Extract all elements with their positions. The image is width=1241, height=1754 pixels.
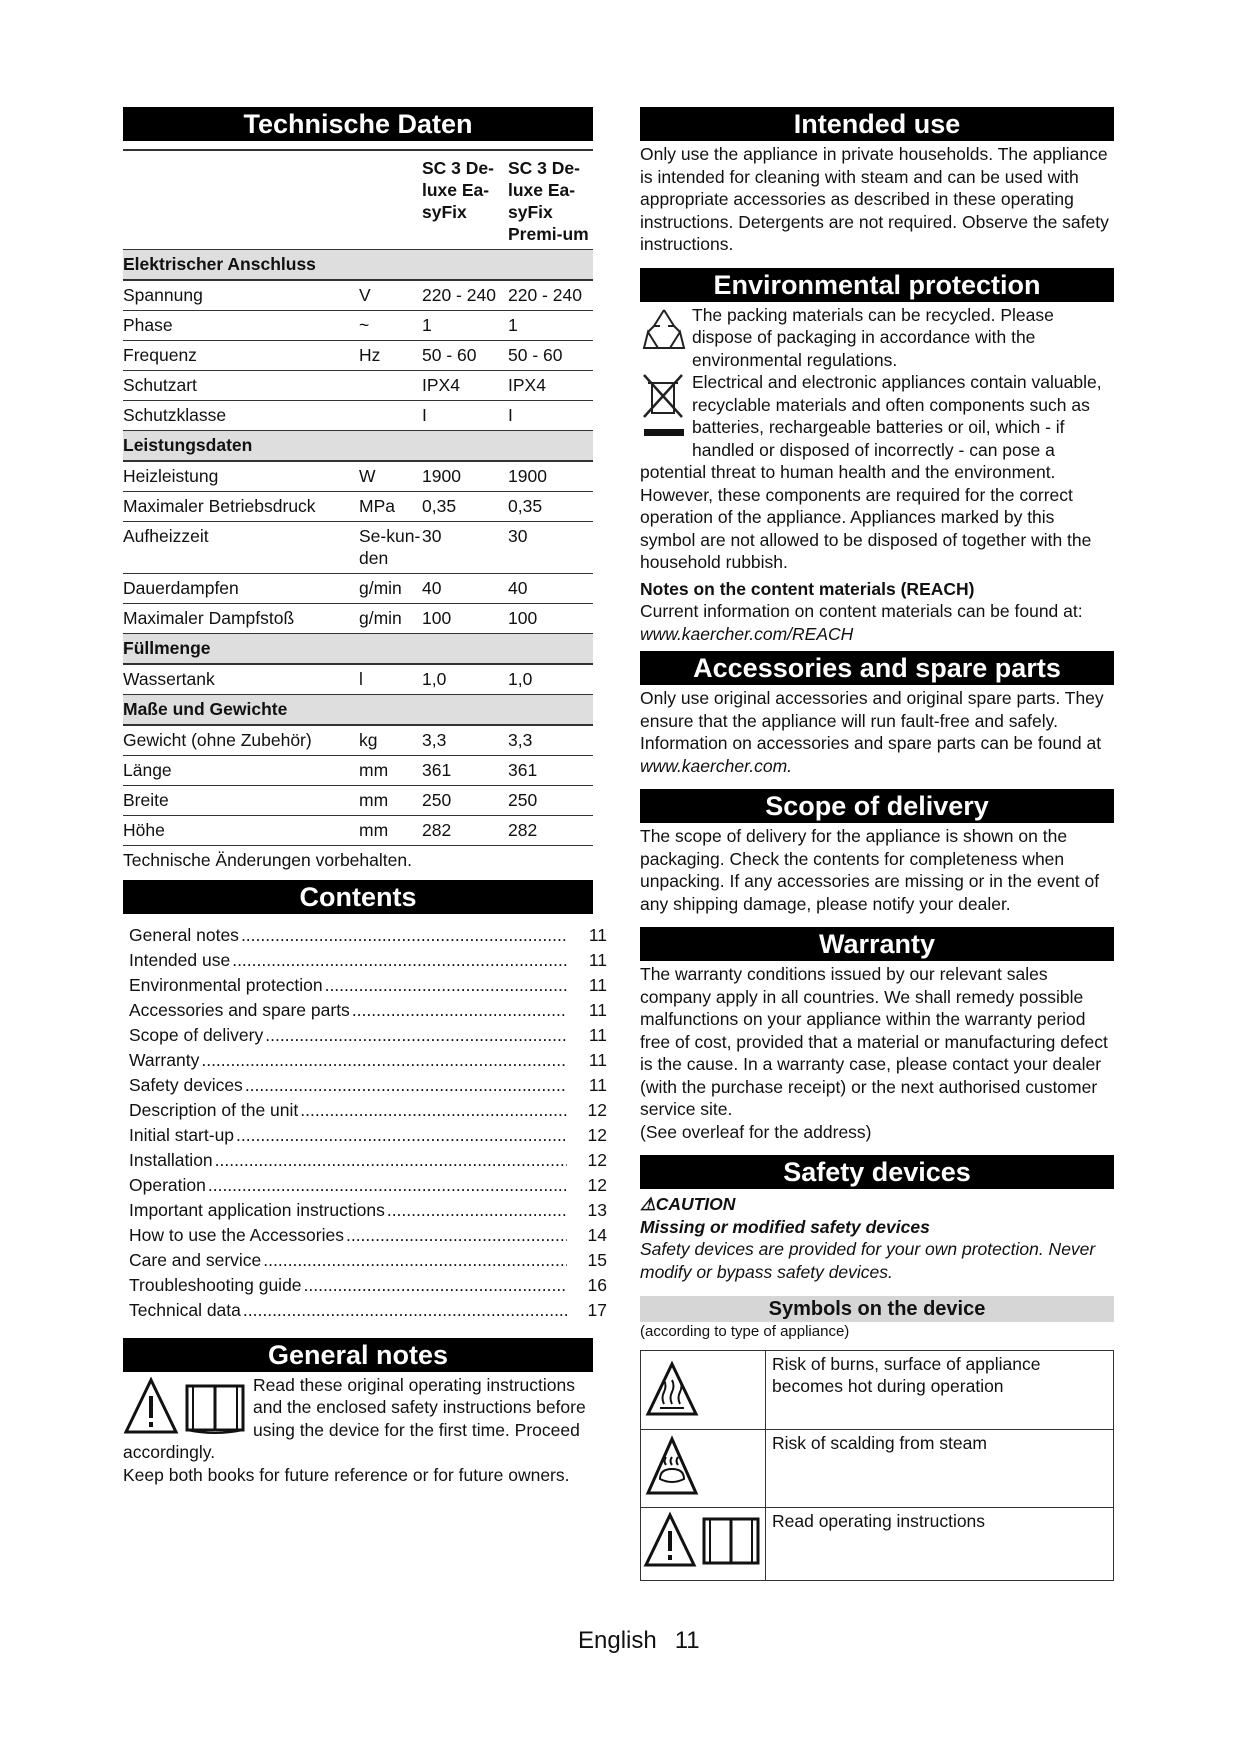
toc-entry[interactable] bbox=[129, 1174, 607, 1199]
tech-cell-c1: Breite bbox=[123, 786, 359, 816]
tech-data-row bbox=[123, 604, 593, 634]
general-notes-body bbox=[123, 1374, 593, 1487]
tech-cell-c3: 100 bbox=[422, 604, 508, 634]
reach-link[interactable]: www.kaercher.com/REACH bbox=[640, 623, 854, 644]
toc-entry-label: Installation bbox=[129, 1149, 213, 1170]
toc-entry-label: Safety devices bbox=[129, 1074, 243, 1095]
toc-entry[interactable] bbox=[129, 1024, 607, 1049]
tech-data-row bbox=[123, 371, 593, 401]
toc-entry[interactable] bbox=[129, 1099, 607, 1124]
symbol-row bbox=[641, 1508, 1114, 1581]
tech-cell-c4: 3,3 bbox=[508, 725, 593, 756]
toc-entry-label: Accessories and spare parts bbox=[129, 999, 350, 1020]
tech-cell-c2: Se-kun-den bbox=[359, 522, 422, 574]
toc-entry-label: Care and service bbox=[129, 1249, 262, 1270]
toc-leader-dots bbox=[236, 1124, 567, 1147]
tech-section-row bbox=[123, 250, 593, 281]
toc-entry-page: 11 bbox=[588, 999, 607, 1020]
tech-data-row bbox=[123, 574, 593, 604]
tech-section-label: Füllmenge bbox=[123, 634, 593, 665]
accessories-text-2: Information on accessories and spare parts can be found at bbox=[640, 733, 1102, 753]
tech-header-row bbox=[123, 150, 593, 250]
toc-entry-page: 14 bbox=[587, 1224, 607, 1245]
toc-leader-dots bbox=[387, 1199, 567, 1222]
tech-cell-c2: l bbox=[359, 664, 422, 695]
toc-entry-page: 11 bbox=[588, 974, 607, 995]
tech-cell-c2: mm bbox=[359, 816, 422, 846]
reach-paragraph bbox=[640, 600, 1114, 645]
toc-entry[interactable] bbox=[129, 1249, 607, 1274]
tech-section-row bbox=[123, 634, 593, 665]
toc-entry-page: 11 bbox=[588, 1049, 607, 1070]
toc-entry[interactable] bbox=[129, 1124, 607, 1149]
toc-entry[interactable] bbox=[129, 1074, 607, 1099]
tech-cell-c4: I bbox=[508, 401, 593, 431]
tech-cell-c3: IPX4 bbox=[422, 371, 508, 401]
toc-entry-page: 11 bbox=[588, 924, 607, 945]
tech-cell-c1: Länge bbox=[123, 756, 359, 786]
toc-entry[interactable] bbox=[129, 1224, 607, 1249]
tech-cell-c1: Maximaler Dampfstoß bbox=[123, 604, 359, 634]
tech-data-row bbox=[123, 522, 593, 574]
symbol-text: Risk of scalding from steam bbox=[766, 1429, 1114, 1508]
tech-cell-c1: Schutzart bbox=[123, 371, 359, 401]
tech-section-row bbox=[123, 695, 593, 726]
tech-cell-c3: 250 bbox=[422, 786, 508, 816]
tech-cell-c1: Spannung bbox=[123, 280, 359, 311]
tech-cell-c1: Frequenz bbox=[123, 341, 359, 371]
toc-entry-label: Operation bbox=[129, 1174, 206, 1195]
tech-cell-c2: V bbox=[359, 280, 422, 311]
tech-cell-c3: 30 bbox=[422, 522, 508, 574]
page-footer bbox=[578, 1627, 718, 1654]
toc-entry[interactable] bbox=[129, 1149, 607, 1174]
toc-entry[interactable] bbox=[129, 924, 607, 949]
weee-bin-icon bbox=[640, 371, 692, 441]
toc-entry-label: Scope of delivery bbox=[129, 1024, 264, 1045]
left-column bbox=[123, 107, 607, 1486]
environmental-text-1: The packing materials can be recycled. Please dispose of packaging in accordance with the environmental regulations. bbox=[692, 304, 1054, 370]
toc-entry[interactable] bbox=[129, 1299, 607, 1324]
toc-leader-dots bbox=[201, 1049, 567, 1072]
toc-entry-page: 11 bbox=[588, 1024, 607, 1045]
toc-entry-label: Initial start-up bbox=[129, 1124, 235, 1145]
toc-entry-page: 11 bbox=[588, 1074, 607, 1095]
tech-cell-c2: mm bbox=[359, 786, 422, 816]
tech-cell-c4: 250 bbox=[508, 786, 593, 816]
tech-cell-c3: 50 - 60 bbox=[422, 341, 508, 371]
toc-leader-dots bbox=[352, 999, 567, 1022]
toc-entry[interactable] bbox=[129, 1199, 607, 1224]
toc-leader-dots bbox=[304, 1274, 567, 1297]
toc-leader-dots bbox=[215, 1149, 567, 1172]
tech-data-row bbox=[123, 311, 593, 341]
symbol-row bbox=[641, 1351, 1114, 1430]
tech-cell-c1: Phase bbox=[123, 311, 359, 341]
toc-entry[interactable] bbox=[129, 999, 607, 1024]
toc-leader-dots bbox=[325, 974, 567, 997]
toc-entry-page: 13 bbox=[587, 1199, 607, 1220]
tech-data-table bbox=[123, 149, 593, 846]
toc-leader-dots bbox=[241, 924, 567, 947]
tech-cell-c3: 1 bbox=[422, 311, 508, 341]
tech-header-model-1: SC 3 De-luxe Ea-syFix bbox=[422, 150, 508, 250]
tech-cell-c2: W bbox=[359, 461, 422, 492]
tech-data-row bbox=[123, 725, 593, 756]
accessories-link[interactable]: www.kaercher.com. bbox=[640, 755, 793, 776]
toc-entry-label: Troubleshooting guide bbox=[129, 1274, 302, 1295]
toc-leader-dots bbox=[208, 1174, 567, 1197]
toc-entry-page: 12 bbox=[587, 1149, 607, 1170]
accessories-text-1: Only use original accessories and original spare parts. They ensure that the appliance will run fault-free and safely. bbox=[640, 688, 1104, 731]
tech-cell-c4: 361 bbox=[508, 756, 593, 786]
general-notes-text-2: Keep both books for future reference or for future owners. bbox=[123, 1464, 570, 1485]
warranty-text-1: The warranty conditions issued by our relevant sales company apply in all countries. We shall remedy possible malfunctions on your appliance within the warranty period free of cost, provided that a material or manufacturing defect is the cause. In a warranty case, please contact your dealer (with the purchase receipt) or the next authorised customer service site. bbox=[640, 964, 1108, 1119]
toc-entry-label: Important application instructions bbox=[129, 1199, 385, 1220]
accessories-heading: Accessories and spare parts bbox=[640, 651, 1114, 685]
toc-entry-label: Warranty bbox=[129, 1049, 200, 1070]
tech-cell-c4: 100 bbox=[508, 604, 593, 634]
tech-cell-c4: 30 bbox=[508, 522, 593, 574]
environmental-text-2: Electrical and electronic appliances contain valuable, recyclable materials and often components such as batteries, rechargeable batteries or oil, which - if handled or disposed of incorrectly - can pose a potential threat to human health and the environment. However, these components are required for the correct operation of the appliance. Appliances marked by this symbol are not allowed to be disposed of together with the household rubbish. bbox=[640, 372, 1102, 572]
tech-cell-c2: kg bbox=[359, 725, 422, 756]
caution-warning-icon: ⚠ bbox=[640, 1194, 656, 1214]
tech-cell-c4: 1900 bbox=[508, 461, 593, 492]
symbols-table bbox=[640, 1350, 1114, 1581]
toc-entry-label: General notes bbox=[129, 924, 239, 945]
toc-leader-dots bbox=[265, 1024, 567, 1047]
tech-cell-c4: 220 - 240 bbox=[508, 280, 593, 311]
tech-cell-c3: 3,3 bbox=[422, 725, 508, 756]
intended-use-text: Only use the appliance in private households. The appliance is intended for cleaning with steam and can be used with appropriate accessories as described in these operating instructions. Detergents are not required. Observe the safety instructions. bbox=[640, 144, 1109, 254]
toc-entry-page: 11 bbox=[588, 949, 607, 970]
scope-heading: Scope of delivery bbox=[640, 789, 1114, 823]
table-of-contents bbox=[129, 924, 607, 1324]
toc-entry-page: 12 bbox=[587, 1124, 607, 1145]
tech-cell-c1: Maximaler Betriebsdruck bbox=[123, 492, 359, 522]
toc-leader-dots bbox=[245, 1074, 567, 1097]
toc-entry-page: 17 bbox=[587, 1299, 607, 1320]
toc-entry-page: 12 bbox=[587, 1174, 607, 1195]
reach-text: Current information on content materials can be found at: bbox=[640, 601, 1083, 621]
symbols-heading: Symbols on the device bbox=[640, 1296, 1114, 1322]
toc-entry[interactable] bbox=[129, 974, 607, 999]
tech-cell-c4: 0,35 bbox=[508, 492, 593, 522]
toc-entry-page: 15 bbox=[587, 1249, 607, 1270]
tech-cell-c2 bbox=[359, 371, 422, 401]
tech-cell-c2: g/min bbox=[359, 604, 422, 634]
tech-data-row bbox=[123, 664, 593, 695]
toc-entry[interactable] bbox=[129, 949, 607, 974]
tech-cell-c4: 50 - 60 bbox=[508, 341, 593, 371]
scope-text: The scope of delivery for the appliance is shown on the packaging. Check the contents for completeness when unpacking. If any accessories are missing or in the event of any shipping damage, please notify your dealer. bbox=[640, 826, 1100, 914]
tech-cell-c1: Höhe bbox=[123, 816, 359, 846]
tech-data-row bbox=[123, 401, 593, 431]
general-notes-heading: General notes bbox=[123, 1338, 593, 1372]
tech-cell-c1: Aufheizzeit bbox=[123, 522, 359, 574]
tech-cell-c2: g/min bbox=[359, 574, 422, 604]
hot-surface-icon bbox=[641, 1351, 766, 1430]
tech-cell-c3: 361 bbox=[422, 756, 508, 786]
toc-leader-dots bbox=[263, 1249, 567, 1272]
tech-section-label: Maße und Gewichte bbox=[123, 695, 593, 726]
environmental-heading: Environmental protection bbox=[640, 268, 1114, 302]
symbol-row bbox=[641, 1429, 1114, 1508]
toc-entry-label: How to use the Accessories bbox=[129, 1224, 344, 1245]
read-manual-icon bbox=[641, 1508, 766, 1581]
tech-section-label: Elektrischer Anschluss bbox=[123, 250, 593, 281]
toc-entry-page: 12 bbox=[587, 1099, 607, 1120]
tech-cell-c4: 1 bbox=[508, 311, 593, 341]
toc-leader-dots bbox=[232, 949, 567, 972]
tech-cell-c3: 282 bbox=[422, 816, 508, 846]
intended-use-heading: Intended use bbox=[640, 107, 1114, 141]
tech-cell-c3: 1900 bbox=[422, 461, 508, 492]
environmental-body bbox=[640, 304, 1114, 574]
warranty-text-2: (See overleaf for the address) bbox=[640, 1121, 872, 1142]
reach-heading: Notes on the content materials (REACH) bbox=[640, 578, 975, 599]
tech-data-row bbox=[123, 786, 593, 816]
safety-devices-heading: Safety devices bbox=[640, 1155, 1114, 1189]
tech-note: Technische Änderungen vorbehalten. bbox=[123, 850, 412, 870]
tech-cell-c1: Gewicht (ohne Zubehör) bbox=[123, 725, 359, 756]
tech-cell-c4: 282 bbox=[508, 816, 593, 846]
warning-triangle-book-icon bbox=[123, 1374, 253, 1438]
tech-header-model-2: SC 3 De-luxe Ea-syFix Premi-um bbox=[508, 150, 593, 250]
tech-section-label: Leistungsdaten bbox=[123, 431, 593, 462]
tech-cell-c2 bbox=[359, 401, 422, 431]
steam-scald-icon bbox=[641, 1429, 766, 1508]
tech-cell-c3: 40 bbox=[422, 574, 508, 604]
toc-entry-label: Environmental protection bbox=[129, 974, 323, 995]
warranty-heading: Warranty bbox=[640, 927, 1114, 961]
toc-leader-dots bbox=[346, 1224, 567, 1247]
toc-entry-label: Intended use bbox=[129, 949, 231, 970]
tech-cell-c2: MPa bbox=[359, 492, 422, 522]
tech-cell-c3: 0,35 bbox=[422, 492, 508, 522]
tech-data-heading: Technische Daten bbox=[123, 107, 593, 141]
toc-entry-page: 16 bbox=[587, 1274, 607, 1295]
tech-data-row bbox=[123, 816, 593, 846]
toc-leader-dots bbox=[300, 1099, 567, 1122]
general-notes-text-1: Read these original operating instructions and the enclosed safety instructions before using the device for the first time. Proceed accordingly. bbox=[123, 1374, 586, 1462]
contents-heading: Contents bbox=[123, 880, 593, 914]
tech-data-row bbox=[123, 756, 593, 786]
caution-text: Safety devices are provided for your own protection. Never modify or bypass safety devices. bbox=[640, 1239, 1096, 1282]
footer-language: English bbox=[578, 1627, 657, 1654]
tech-section-row bbox=[123, 431, 593, 462]
toc-entry[interactable] bbox=[129, 1049, 607, 1074]
recycling-icon bbox=[640, 304, 692, 364]
symbol-text: Read operating instructions bbox=[766, 1508, 1114, 1581]
caution-heading: Missing or modified safety devices bbox=[640, 1216, 930, 1237]
tech-cell-c1: Dauerdampfen bbox=[123, 574, 359, 604]
toc-entry[interactable] bbox=[129, 1274, 607, 1299]
caution-label: ⚠CAUTION bbox=[640, 1194, 736, 1214]
tech-cell-c3: 1,0 bbox=[422, 664, 508, 695]
toc-entry-label: Description of the unit bbox=[129, 1099, 299, 1120]
tech-cell-c1: Wassertank bbox=[123, 664, 359, 695]
tech-cell-c3: 220 - 240 bbox=[422, 280, 508, 311]
warning-manual-icons bbox=[123, 1374, 253, 1440]
tech-cell-c4: 40 bbox=[508, 574, 593, 604]
right-column bbox=[640, 107, 1114, 1581]
tech-data-row bbox=[123, 341, 593, 371]
tech-cell-c1: Heizleistung bbox=[123, 461, 359, 492]
tech-cell-c1: Schutzklasse bbox=[123, 401, 359, 431]
footer-page-number: 11 bbox=[674, 1627, 700, 1654]
tech-cell-c2: Hz bbox=[359, 341, 422, 371]
tech-data-row bbox=[123, 461, 593, 492]
symbols-note: (according to type of appliance) bbox=[640, 1323, 850, 1340]
symbol-text: Risk of burns, surface of appliance becomes hot during operation bbox=[766, 1351, 1114, 1430]
toc-entry-label: Technical data bbox=[129, 1299, 241, 1320]
tech-cell-c4: 1,0 bbox=[508, 664, 593, 695]
tech-data-row bbox=[123, 280, 593, 311]
tech-cell-c4: IPX4 bbox=[508, 371, 593, 401]
accessories-paragraph-2 bbox=[640, 732, 1114, 777]
tech-data-row bbox=[123, 492, 593, 522]
toc-leader-dots bbox=[243, 1299, 567, 1322]
tech-cell-c2: mm bbox=[359, 756, 422, 786]
tech-cell-c2: ~ bbox=[359, 311, 422, 341]
tech-cell-c3: I bbox=[422, 401, 508, 431]
